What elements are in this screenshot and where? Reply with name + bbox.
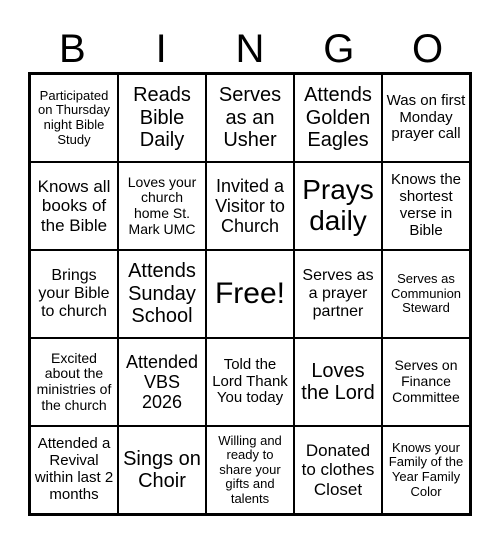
header-letter-o: O [412,27,444,71]
bingo-cell[interactable]: Attended a Revival within last 2 months [30,426,118,514]
bingo-board [28,72,472,516]
bingo-cell[interactable]: Excited about the ministries of the church [30,338,118,426]
bingo-cell[interactable]: Told the Lord Thank You today [206,338,294,426]
bingo-cell[interactable]: Willing and ready to share your gifts and talents [206,426,294,514]
bingo-cell[interactable]: Serves as a prayer partner [294,250,382,338]
bingo-cell[interactable]: Was on first Monday prayer call [382,74,470,162]
bingo-cell[interactable]: Serves as Communion Steward [382,250,470,338]
bingo-cell[interactable]: Serves on Finance Committee [382,338,470,426]
bingo-cell[interactable]: Loves the Lord [294,338,382,426]
bingo-cell[interactable]: Donated to clothes Closet [294,426,382,514]
bingo-cell[interactable]: Prays daily [294,162,382,250]
bingo-cell[interactable]: Serves as an Usher [206,74,294,162]
bingo-cell[interactable]: Knows the shortest verse in Bible [382,162,470,250]
bingo-cell[interactable]: Attends Golden Eagles [294,74,382,162]
free-space-cell[interactable]: Free! [206,250,294,338]
bingo-cell[interactable]: Invited a Visitor to Church [206,162,294,250]
bingo-cell[interactable]: Reads Bible Daily [118,74,206,162]
bingo-cell[interactable]: Brings your Bible to church [30,250,118,338]
bingo-cell[interactable]: Knows your Family of the Year Family Color [382,426,470,514]
bingo-cell[interactable]: Knows all books of the Bible [30,162,118,250]
header-letter-i: I [155,27,167,71]
header-letter-b: B [59,27,86,71]
bingo-cell[interactable]: Participated on Thursday night Bible Study [30,74,118,162]
bingo-header [28,26,472,72]
bingo-cell[interactable]: Attends Sunday School [118,250,206,338]
header-letter-n: N [235,27,265,71]
bingo-cell[interactable]: Loves your church home St. Mark UMC [118,162,206,250]
bingo-cell[interactable]: Sings on Choir [118,426,206,514]
bingo-cell[interactable]: Attended VBS 2026 [118,338,206,426]
header-letter-g: G [323,27,355,71]
